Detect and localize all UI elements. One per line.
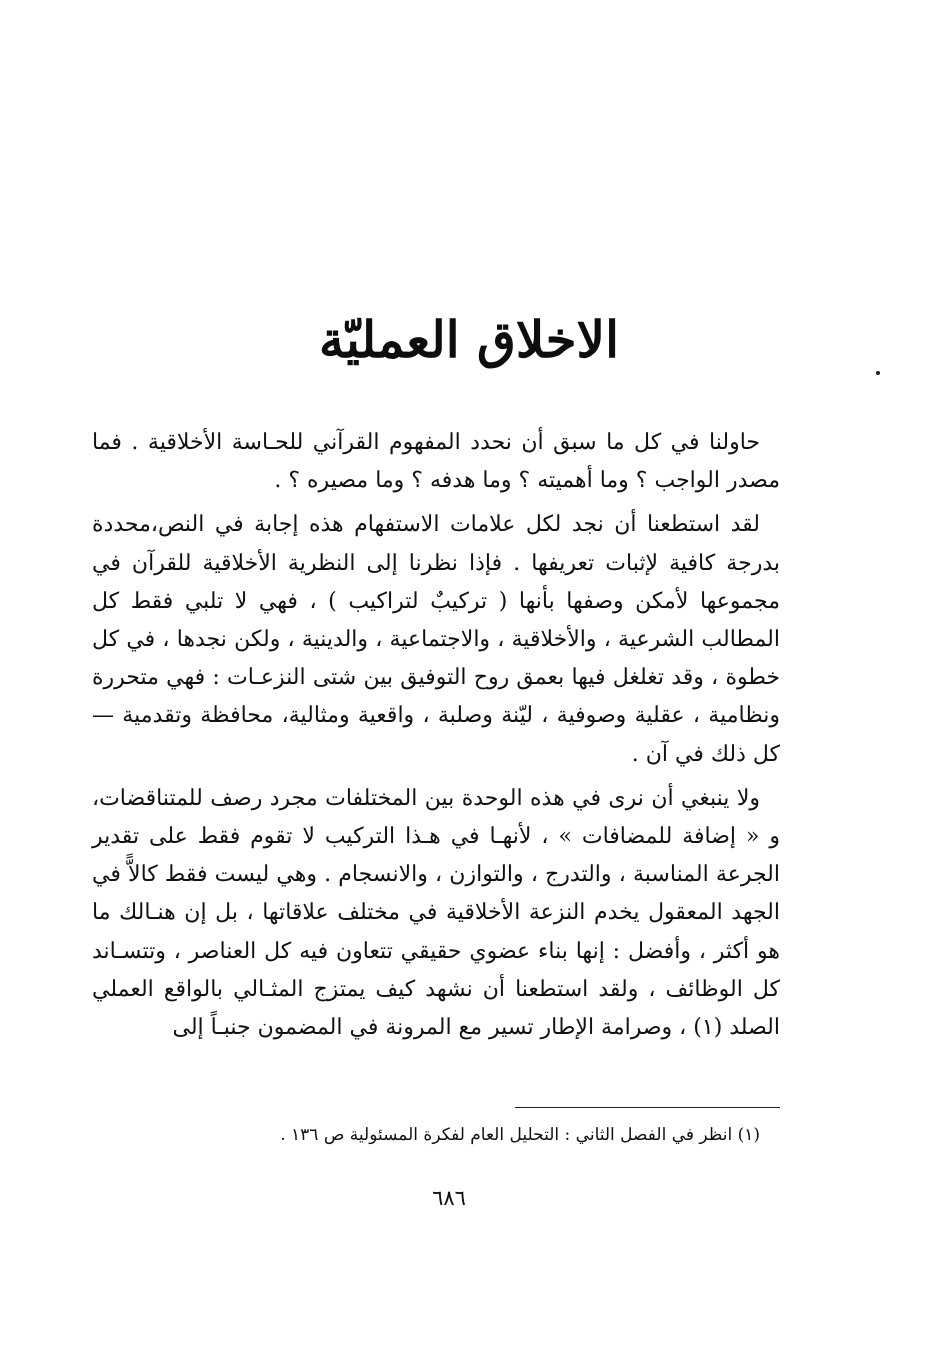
paragraph-2: لقد استطعنا أن نجد لكل علامات الاستفهام هذه إجابة في النص،محددة بدرجة كافية لإثبات تعريفها . فإذا نظرنا إلى النظرية الأخلاقية للقرآن في مجموعها لأمكن وصفها بأنها ( تركيبٌ لتراكيب ) ، فهي لا تلبي فقط كل المطالب الشرعية ، والأخلاقية ، والاجتماعية ، والدينية ، ولكن نجدها ، في كل خطوة ، وقد تغلغل فيها بعمق روح التوفيق بين شتى النزعـات : فهي متحررة ونظامية ، عقلية وصوفية ، ليّنة وصلبة ، واقعية ومثالية، محافظة وتقدمية — كل ذلك في آن . (92, 512, 780, 767)
page-number: ٦٨٦ (432, 1186, 466, 1210)
chapter-title: الاخلاق العمليّة (319, 310, 619, 369)
footnote-divider (515, 1107, 780, 1108)
paragraph-1: حاولنا في كل ما سبق أن نحدد المفهوم القرآني للحـاسة الأخلاقية . فما مصدر الواجب ؟ وما أهميته ؟ وما هدفه ؟ وما مصيره ؟ . (92, 430, 780, 494)
paragraph-3: ولا ينبغي أن نرى في هذه الوحدة بين المختلفات مجرد رصف للمتناقضات، و « إضافة للمضافات » ، لأنهـا في هـذا التركيب لا تقوم فقط على تقدير الجرعة المناسبة ، والتدرج ، والتوازن ، والانسجام . وهي ليست فقط كالاًّ في الجهد المعقول يخدم النزعة الأخلاقية في مختلف علاقاتها ، بل إن هنـالك ما هو أكثر ، وأفضل : إنها بناء عضوي حقيقي تتعاون فيه كل العناصر ، وتتسـاند كل الوظائف ، ولقد استطعنا أن نشهد كيف يمتزج المثـالي بالواقع العملي الصلد (١) ، وصرامة الإطار تسير مع المرونة في المضمون جنبـاً إلى (92, 785, 781, 1041)
stray-mark (876, 371, 880, 375)
body-text (92, 424, 780, 1053)
footnote: (١) انظر في الفصل الثاني : التحليل العام لفكرة المسئولية ص ١٣٦ . (280, 1125, 760, 1145)
